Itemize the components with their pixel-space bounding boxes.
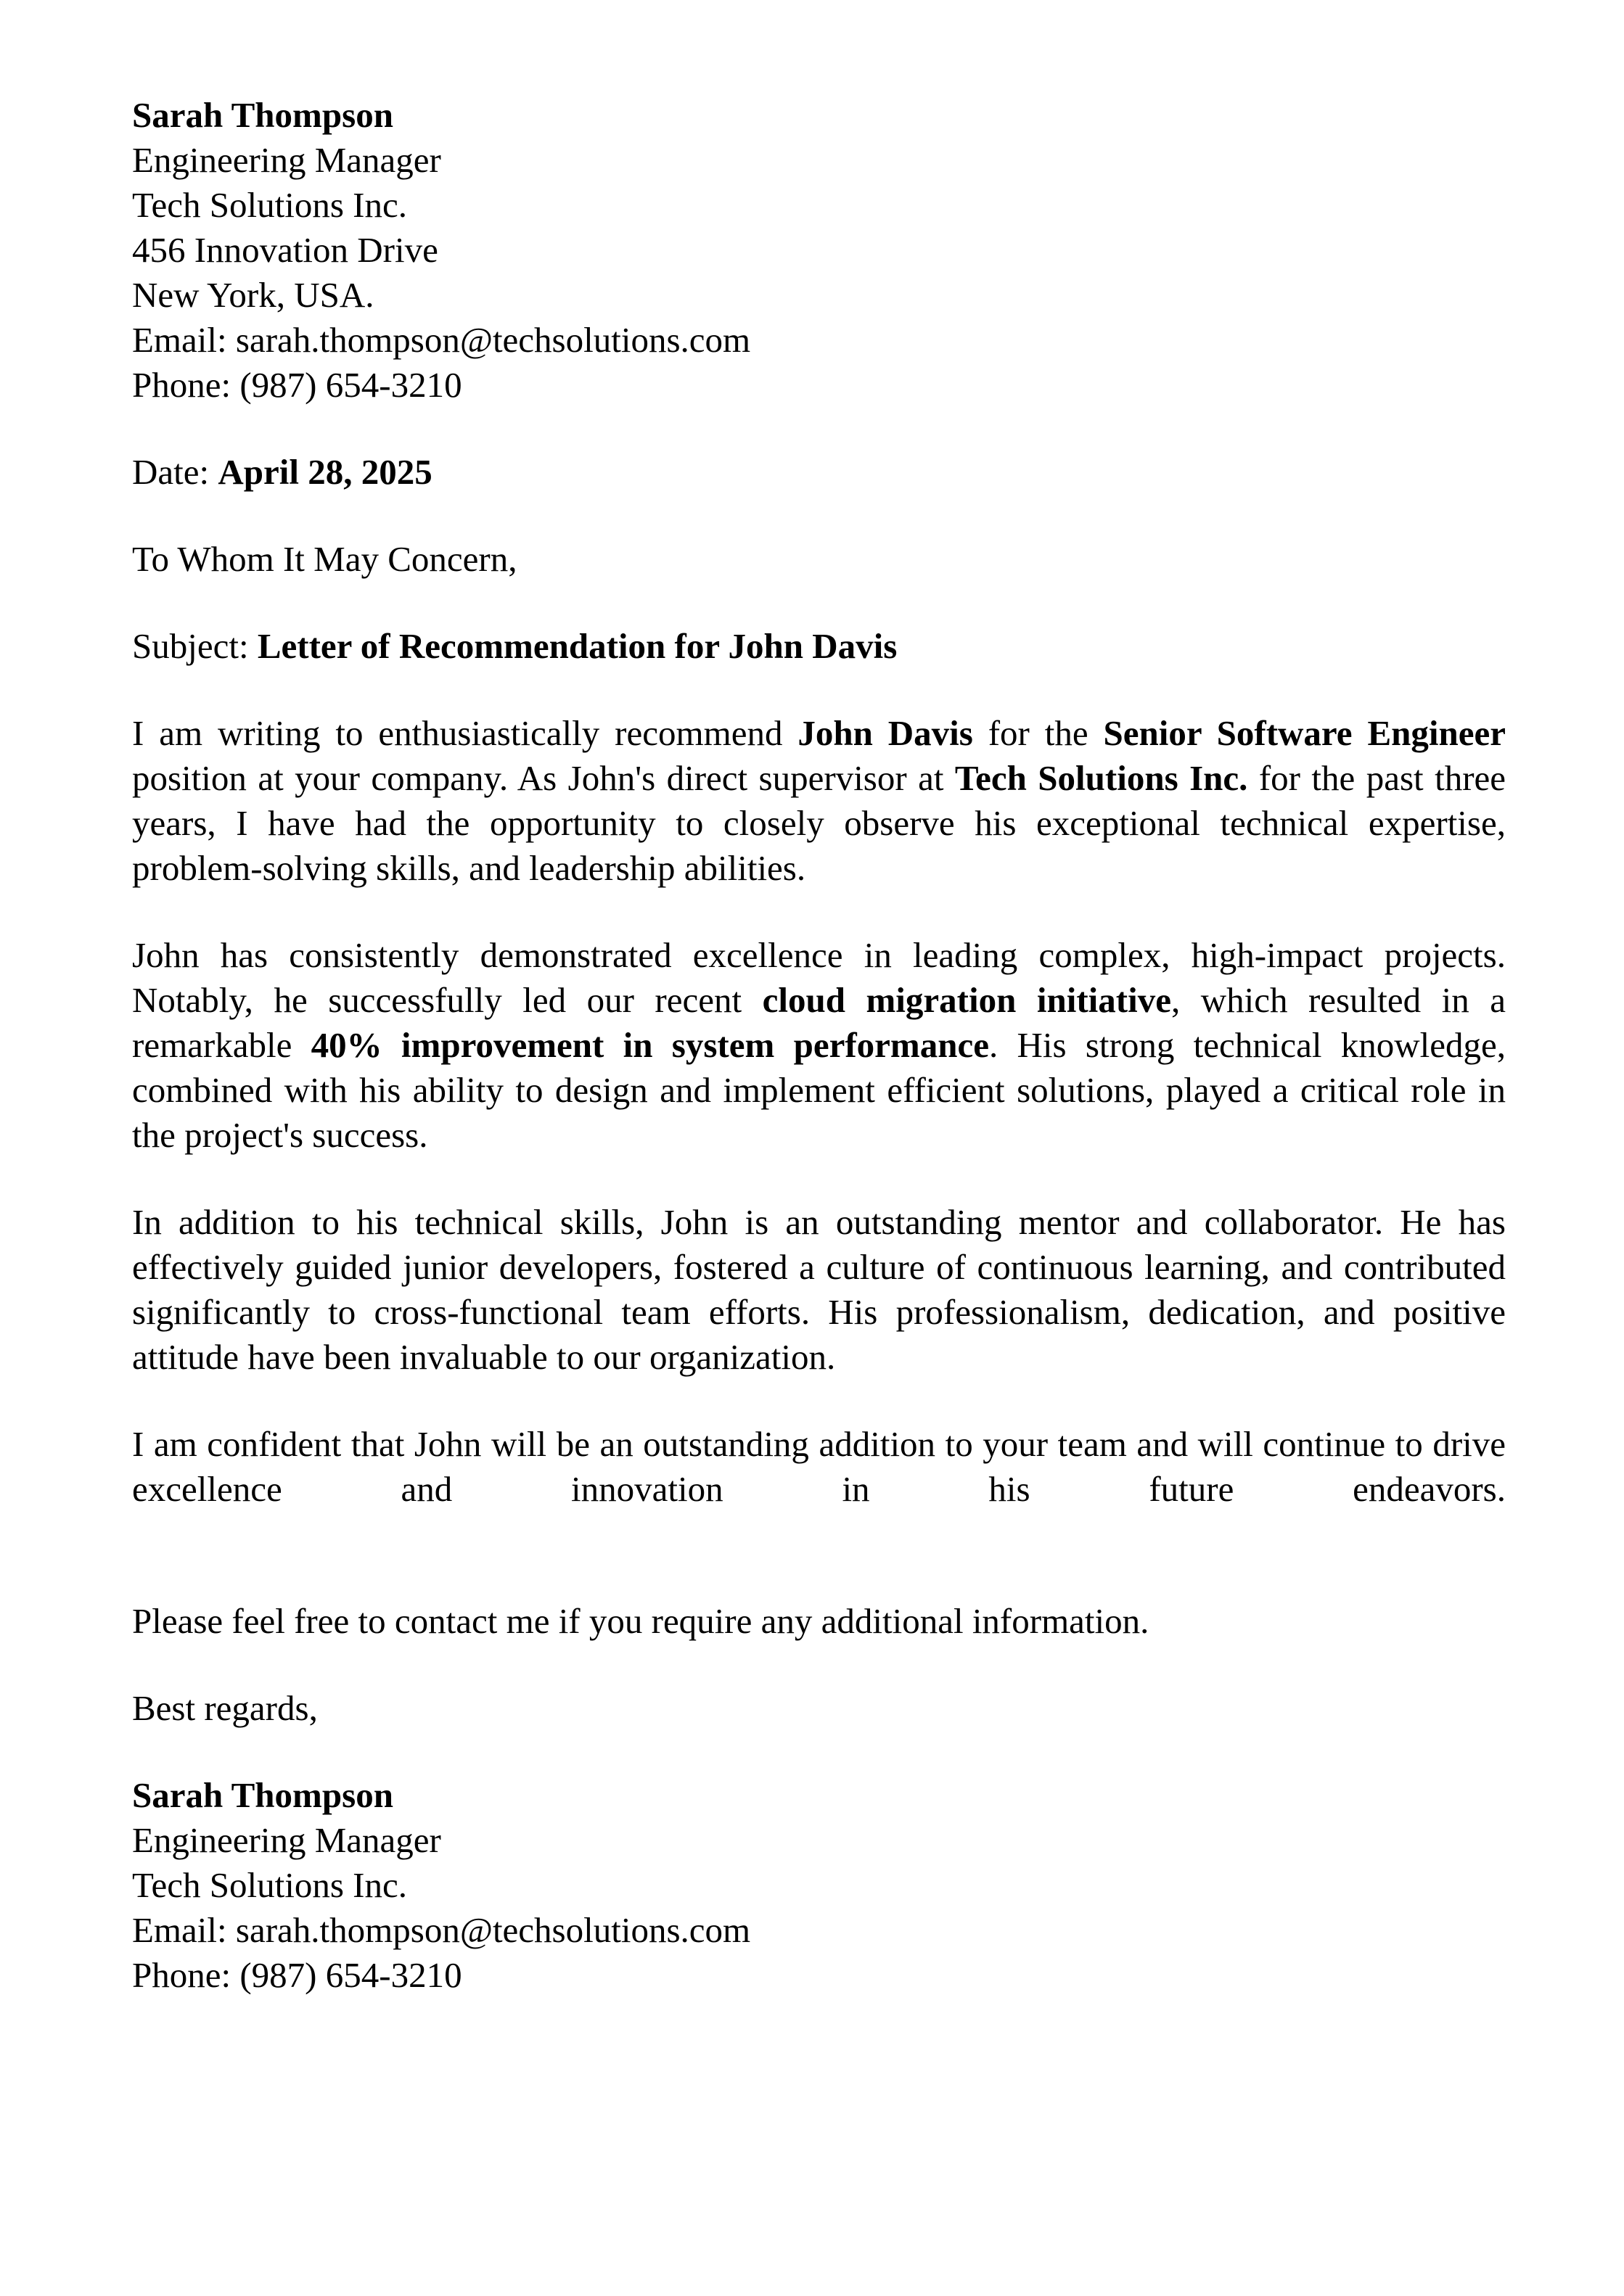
date-label: Date:	[132, 452, 218, 492]
body-paragraph-1	[132, 711, 1506, 891]
signature-phone: Phone: (987) 654-3210	[132, 1955, 462, 1995]
sender-name: Sarah Thompson	[132, 95, 393, 135]
p1-text-4: for the past three years, I have had the opportunity to closely observe his exceptional technical expertise, problem-solving skills, and leadership abilities.	[132, 758, 1506, 888]
signature-name: Sarah Thompson	[132, 1775, 393, 1815]
sender-city: New York, USA.	[132, 275, 374, 315]
date-value: April 28, 2025	[218, 452, 432, 492]
body-paragraph-2	[132, 933, 1506, 1158]
sender-phone: Phone: (987) 654-3210	[132, 365, 462, 405]
p1-text-2: for the	[972, 713, 1104, 753]
subject-value: Letter of Recommendation for John Davis	[257, 626, 898, 666]
signature-email: Email: sarah.thompson@techsolutions.com	[132, 1910, 751, 1950]
p2-text-1: John has consistently demonstrated excellence in leading complex, high-impact projects. Notably, he successfully led our recent	[132, 935, 1506, 1020]
letter-page	[132, 93, 1506, 1998]
sender-title: Engineering Manager	[132, 140, 441, 180]
p1-bold-position: Senior Software Engineer	[1103, 713, 1506, 753]
subject-line	[132, 624, 1506, 669]
p2-text-3: . His strong technical knowledge, combined with his ability to design and implement efficient solutions, played a critical role in the project's success.	[132, 1025, 1506, 1155]
p1-text-1: I am writing to enthusiastically recommend	[132, 713, 798, 753]
sender-block	[132, 93, 1506, 408]
signature-block	[132, 1773, 1506, 1998]
body-paragraph-4: I am confident that John will be an outstanding addition to your team and will continue to drive excellence and innovation in his future endeavors.	[132, 1424, 1506, 1509]
p1-bold-company: Tech Solutions Inc.	[954, 758, 1248, 798]
salutation: To Whom It May Concern,	[132, 539, 517, 579]
p2-bold-initiative: cloud migration initiative	[762, 980, 1171, 1020]
sender-company: Tech Solutions Inc.	[132, 185, 407, 225]
sender-street: 456 Innovation Drive	[132, 230, 438, 270]
body-paragraph-5: Please feel free to contact me if you require any additional information.	[132, 1601, 1149, 1641]
p1-bold-candidate: John Davis	[797, 713, 973, 753]
date-line	[132, 450, 1506, 495]
closing: Best regards,	[132, 1688, 318, 1728]
signature-company: Tech Solutions Inc.	[132, 1865, 407, 1905]
body-paragraph-3: In addition to his technical skills, John is an outstanding mentor and collaborator. He has effectively guided junior developers, fostered a culture of continuous learning, and contributed significantly to cross-functional team efforts. His professionalism, dedication, and positive attitude have been invaluable to our organization.	[132, 1202, 1506, 1377]
p2-text-2: , which resulted in a remarkable	[132, 980, 1506, 1065]
signature-title: Engineering Manager	[132, 1820, 441, 1860]
subject-label: Subject:	[132, 626, 258, 666]
p2-bold-improvement: 40% improvement in system performance	[311, 1025, 989, 1065]
p1-text-3: position at your company. As John's direct supervisor at	[132, 758, 955, 798]
sender-email: Email: sarah.thompson@techsolutions.com	[132, 320, 751, 360]
